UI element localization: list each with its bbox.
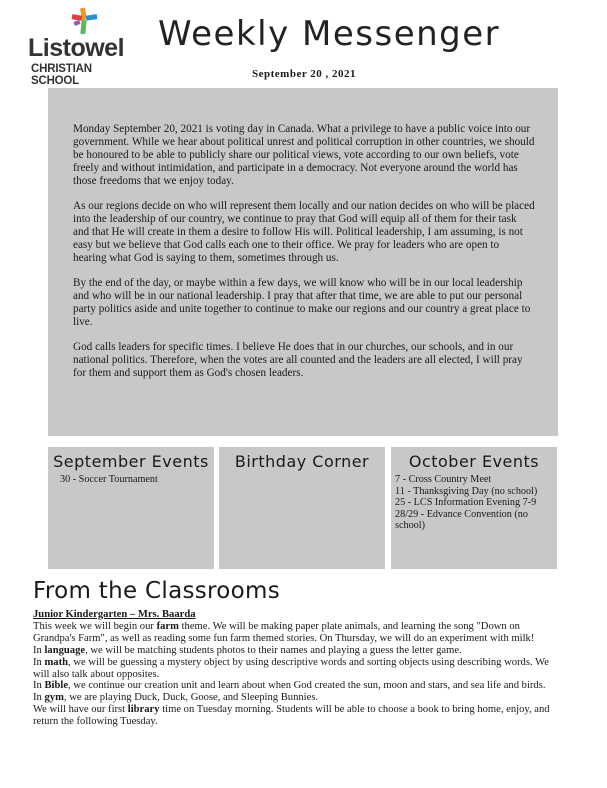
october-events-box [391, 447, 557, 569]
school-logo [28, 6, 138, 87]
birthday-corner-title: Birthday Corner [234, 452, 370, 471]
logo-subtitle: CHRISTIAN SCHOOL [31, 63, 92, 87]
cross-emblem-icon [70, 6, 98, 36]
october-events-title: October Events [408, 452, 540, 471]
message-paragraph: As our regions decide on who will represent them locally and our nation decides on who will be placed into the leadership of our country, we continue to pray that God will equip all of them for their task and that He will create in them a desire to follow His will. Political leadership, I am assuming, is not easy but we believe that God calls each one to their office. We pray for leaders who are open to hearing what God is saying to them, sometimes through us. [73, 200, 535, 264]
birthday-corner-box [219, 447, 385, 569]
newsletter-date: September 20 , 2021 [252, 68, 357, 80]
event-item: 30 - Soccer Tournament [60, 474, 158, 485]
september-events-box [48, 447, 214, 569]
class-subheading: Junior Kindergarten – Mrs. Baarda [33, 609, 196, 620]
logo-name: Listowel [28, 34, 125, 62]
message-paragraph: God calls leaders for specific times. I believe He does that in our churches, our schools, and in our national politics. Therefore, when the votes are all counted and the leaders are all elected, I will pray for them and support them as God's chosen leaders. [73, 341, 523, 379]
event-item: 25 - LCS Information Evening 7-9 [395, 497, 537, 508]
message-paragraph: By the end of the day, or maybe within a few days, we will know who will be in our local leadership and who will be in our national leadership. I pray that after that time, we are able to put our personal party politics aside and unite together to continue to make our regions and our country a great place to live. [73, 277, 531, 328]
class-paragraph: We will have our first library time on Tuesday morning. Students will be able to choose a book to bring home, enjoy, and return the following Tuesday. [33, 704, 550, 728]
newsletter-title: Weekly Messenger [158, 14, 501, 54]
classrooms-title: From the Classrooms [33, 578, 281, 604]
principal-message-box [48, 88, 558, 436]
class-paragraph: In language, we will be matching students photos to their names and playing a guess the letter game. [33, 644, 462, 656]
event-item: 11 - Thanksgiving Day (no school) [395, 485, 538, 497]
message-paragraph: Monday September 20, 2021 is voting day in Canada. What a privilege to have a public voice into our government. While we hear about political unrest and political corruption in other countries, we should be honoured to be able to publicly share our political views, vote according to our own beliefs, vote freely and without intimidation, and participate in a democracy. Not everyone around the world has those freedoms that we enjoy today. [73, 123, 535, 187]
class-paragraph: In math, we will be guessing a mystery object by using descriptive words and sorting objects using describing words. We will also talk about opposites. [33, 656, 549, 680]
class-paragraph: In Bible, we continue our creation unit and learn about when God created the sun, moon and stars, and sea life and birds. [33, 680, 546, 692]
september-events-title: September Events [53, 452, 209, 471]
classroom-section [33, 609, 563, 728]
event-item: 28/29 - Edvance Convention (no school) [395, 508, 528, 531]
class-paragraph: In gym, we are playing Duck, Duck, Goose, and Sleeping Bunnies. [33, 692, 319, 704]
event-item: 7 - Cross Country Meet [395, 474, 492, 485]
class-paragraph: This week we will begin our farm theme. We will be making paper plate animals, and learning the song "Down on Grandpa's Farm", as well as reading some fun farm themed stories. On Thursday, we will do an experiment with milk! [33, 620, 535, 644]
